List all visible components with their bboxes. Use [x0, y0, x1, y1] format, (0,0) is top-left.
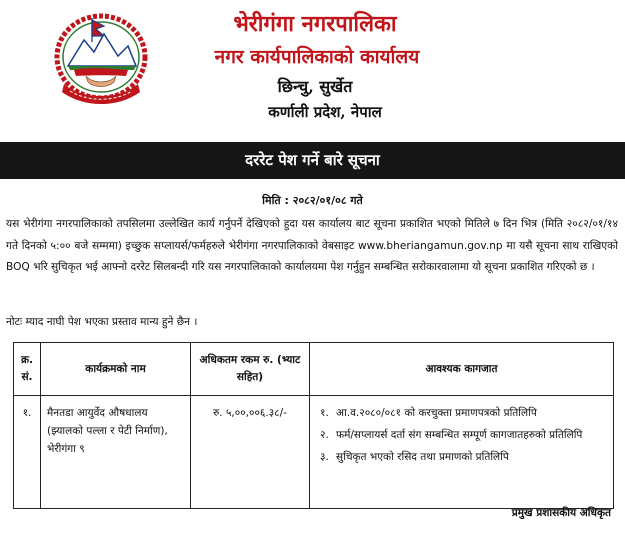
signature-title: प्रमुख प्रशासकीय अधिकृत — [511, 507, 611, 519]
row-amount: रु. ५,००,००६.३८/- — [191, 396, 310, 509]
organization-name: भेरीगंगा नगरपालिका — [233, 11, 397, 37]
table-header-row — [14, 343, 614, 396]
document-item — [320, 426, 607, 444]
header-program: कार्यक्रमको नाम — [41, 343, 191, 396]
header-documents: आवश्यक कागजात — [310, 343, 614, 396]
document-number: ३. — [320, 451, 329, 463]
table-row — [14, 396, 614, 509]
document-item — [320, 448, 607, 466]
document-text: आ.व.२०८०/०८१ को करचुक्ता प्रमाणपत्रको प्रतिलिपि — [336, 407, 537, 419]
row-sn: १. — [14, 396, 41, 509]
address: छिन्चु, सुर्खेत — [277, 77, 353, 96]
document-item — [320, 404, 607, 422]
nepal-emblem-icon — [52, 12, 150, 106]
office-name: नगर कार्यपालिकाको कार्यालय — [214, 46, 420, 68]
province: कर्णाली प्रदेश, नेपाल — [268, 103, 382, 121]
document-text: फर्म/सप्लायर्स दर्ता संग सम्बन्धित सम्पूर्ण कागजातहरुको प्रतिलिपि — [336, 429, 583, 441]
document-number: १. — [320, 407, 329, 419]
requirements-table — [13, 342, 614, 509]
notice-note: नोटः म्याद नाघी पेश भएका प्रस्ताव मान्य हुने छैन । — [6, 316, 198, 328]
notice-title-banner: दररेट पेश गर्ने बारे सूचना — [0, 142, 625, 179]
row-program: मैनतडा आयुर्वेद औषधालय (झ्यालको पल्ला र पेटी निर्माण), भेरीगंगा ९ — [41, 396, 191, 509]
row-documents — [310, 396, 614, 509]
notice-date: मिति : २०८२/०१/०८ गते — [262, 194, 363, 207]
document-number: २. — [320, 429, 329, 441]
document-text: सुचिकृत भएको रसिद तथा प्रमाणको प्रतिलिपि — [336, 451, 509, 463]
header-sn: क्र. सं. — [14, 343, 41, 396]
header-amount: अधिकतम रकम रु. (भ्याट सहित) — [191, 343, 310, 396]
notice-body: यस भेरीगंगा नगरपालिकाको तपसिलमा उल्लेखित कार्य गर्नुपर्ने देखिएको हुदा यस कार्यालय बाट सूचना प्रकाशित भएको मितिले ७ दिन भित्र (मिति २०८२/०१/१४ गते दिनको ५:०० बजे सम्ममा) इच्छुक सप्लायर्स/फर्महरुले भेरीगंगा नगरपालिकाको वेबसाइट www.bheriangamun.gov.np मा यसै सूचना साथ राखिएको BOQ भरि सुचिकृत भई आफ्नो दररेट सिलबन्दी गरि यस नगरपालिकाको कार्यालयमा पेश गर्नुहुन सम्बन्धित सरोकारवालामा यो सूचना प्रकाशित गरिएको छ । — [6, 218, 618, 273]
